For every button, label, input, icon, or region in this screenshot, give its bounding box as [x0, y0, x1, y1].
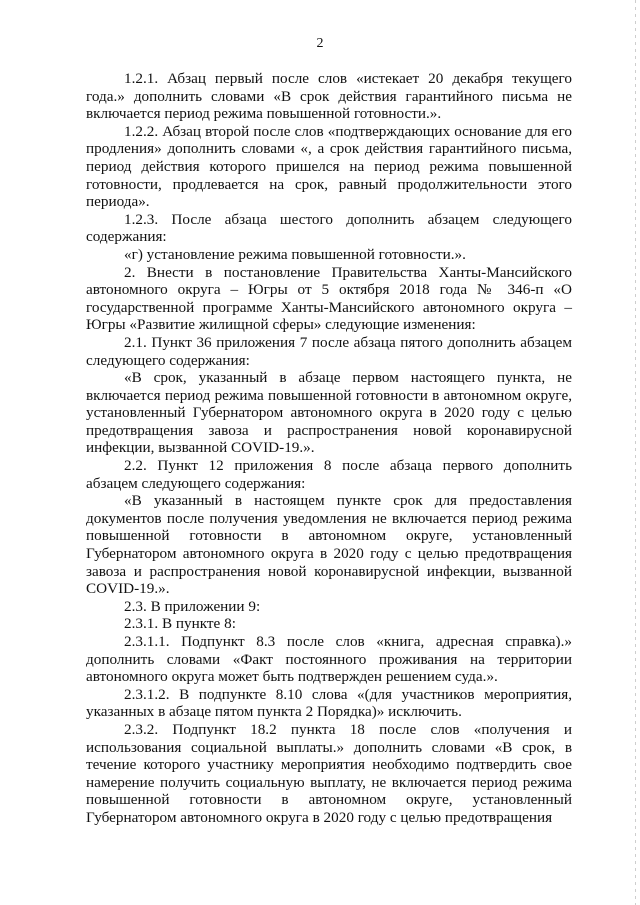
paragraph-2-1-quote: «В срок, указанный в абзаце первом настоящего пункта, не включается период режима повышенной готовности в автономном округе, установленный Губернатором автономного округа в 2020 году с целью предотвращения завоза и распространения новой коронавирусной инфекции, вызванной COVID-19.». — [86, 369, 572, 457]
paragraph-1-2-2: 1.2.2. Абзац второй после слов «подтверждающих основание для его продления» дополнить словами «, а срок действия гарантийного письма, период действия которого пришелся на период режима повышенной готовности, продлевается на срок, равный продолжительности этого периода». — [86, 122, 572, 211]
paragraph-2-3-2: 2.3.2. Подпункт 18.2 пункта 18 после слов «получения и использования социальной выплаты.» дополнить словами «В срок, в течение которого участнику мероприятия необходимо подтвердить свое намерение получить социальную выплату, не включается период режима повышенной готовности в автономном округе, установленный Губернатором автономного округа в 2020 году с целью предотвращения — [86, 720, 572, 826]
paragraph-2-2: 2.2. Пункт 12 приложения 8 после абзаца первого дополнить абзацем следующего содержания: — [86, 457, 572, 492]
paragraph-2: 2. Внести в постановление Правительства Ханты-Мансийского автономного округа – Югры от 5 октября 2018 года № 346-п «О государственной программе Ханты-Мансийского автономного округа – Югры «Развитие жилищной сферы» следующие изменения: — [86, 263, 572, 334]
paragraph-2-1: 2.1. Пункт 36 приложения 7 после абзаца пятого дополнить абзацем следующего содержания: — [86, 333, 572, 369]
paragraph-1-2-1: 1.2.1. Абзац первый после слов «истекает 20 декабря текущего года.» дополнить словами «В срок действия гарантийного письма не включается период режима повышенной готовности.». — [86, 70, 572, 123]
scan-edge-artifact — [635, 0, 636, 905]
page-number: 2 — [316, 36, 324, 51]
paragraph-2-3-1-2: 2.3.1.2. В подпункте 8.10 слова «(для участников мероприятия, указанных в абзаце пятом пункта 2 Порядка)» исключить. — [86, 685, 572, 721]
paragraph-2-3-1-1: 2.3.1.1. Подпункт 8.3 после слов «книга, адресная справка).» дополнить словами «Факт постоянного проживания на территории автономного округа может быть подтвержден решением суда.». — [86, 633, 572, 686]
paragraph-2-2-quote: «В указанный в настоящем пункте срок для предоставления документов после получения уведомления не включается период режима повышенной готовности в автономном округе, установленный Губернатором автономного округа в 2020 году с целью предотвращения завоза и распространения новой коронавирусной инфекции, вызванной COVID-19.». — [86, 492, 572, 598]
paragraph-1-2-3: 1.2.3. После абзаца шестого дополнить абзацем следующего содержания: — [86, 210, 572, 246]
paragraph-2-3-1: 2.3.1. В пункте 8: — [124, 615, 236, 633]
paragraph-quote-g: «г) установление режима повышенной готовности.». — [124, 245, 466, 263]
document-body — [86, 70, 572, 827]
paragraph-2-3: 2.3. В приложении 9: — [124, 597, 261, 615]
